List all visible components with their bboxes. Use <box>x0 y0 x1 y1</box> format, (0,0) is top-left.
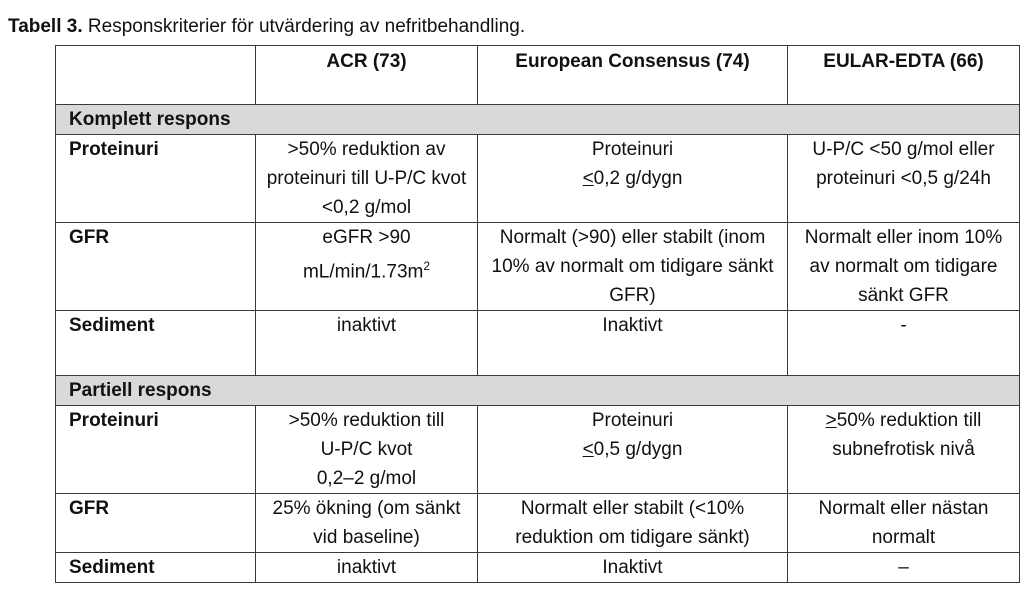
cell-text: 50% reduktion till <box>836 410 982 431</box>
cell-acr: >50% reduktion av proteinuri till U-P/C kvot <0,2 g/mol <box>256 135 478 223</box>
row-label: GFR <box>56 223 256 311</box>
section-title: Komplett respons <box>56 105 1020 135</box>
caption-label: Tabell 3. <box>8 16 83 37</box>
table-row <box>56 135 1020 223</box>
cell-text: >50% reduktion till <box>288 410 445 431</box>
table-row <box>56 311 1020 376</box>
cell-acr: inaktivt <box>256 311 478 376</box>
table-row <box>56 223 1020 311</box>
table-row <box>56 494 1020 553</box>
cell-eular <box>788 406 1020 494</box>
cell-text: U-P/C kvot <box>320 439 413 460</box>
caption-text: Responskriterier för utvärdering av nefritbehandling. <box>82 16 526 37</box>
row-label: Proteinuri <box>56 406 256 494</box>
cell-eu <box>478 135 788 223</box>
cell-eular: Normalt eller inom 10% av normalt om tidigare sänkt GFR <box>788 223 1020 311</box>
header-empty <box>56 46 256 105</box>
header-row <box>56 46 1020 105</box>
cell-text: mL/min/1.73m <box>302 261 424 283</box>
cell-eu: Inaktivt <box>478 311 788 376</box>
cell-acr: inaktivt <box>256 553 478 583</box>
cell-eu: Inaktivt <box>478 553 788 583</box>
leq-symbol: < <box>582 168 594 189</box>
cell-eu: Normalt eller stabilt (<10% reduktion om tidigare sänkt) <box>478 494 788 553</box>
section-row-partiell <box>56 376 1020 406</box>
row-label: Proteinuri <box>56 135 256 223</box>
cell-text: Proteinuri <box>591 139 674 160</box>
cell-text: eGFR >90 <box>322 227 411 248</box>
cell-acr: 25% ökning (om sänkt vid baseline) <box>256 494 478 553</box>
cell-eu <box>478 406 788 494</box>
header-eular-edta: EULAR-EDTA (66) <box>788 46 1020 105</box>
cell-text: 0,2 g/dygn <box>593 168 683 189</box>
cell-acr <box>256 406 478 494</box>
header-european-consensus: European Consensus (74) <box>478 46 788 105</box>
cell-eular: Normalt eller nästan normalt <box>788 494 1020 553</box>
cell-text: Proteinuri <box>591 410 674 431</box>
row-label: Sediment <box>56 553 256 583</box>
geq-symbol: > <box>825 410 837 431</box>
cell-eu: Normalt (>90) eller stabilt (inom 10% av normalt om tidigare sänkt GFR) <box>478 223 788 311</box>
cell-eular: U-P/C <50 g/mol eller proteinuri <0,5 g/24h <box>788 135 1020 223</box>
header-acr: ACR (73) <box>256 46 478 105</box>
cell-acr <box>256 223 478 311</box>
cell-text: 0,2–2 g/mol <box>316 468 417 489</box>
response-criteria-table <box>55 45 1020 583</box>
table-row <box>56 406 1020 494</box>
row-label: GFR <box>56 494 256 553</box>
cell-text: 0,5 g/dygn <box>593 439 683 460</box>
section-row-komplett <box>56 105 1020 135</box>
leq-symbol: < <box>582 439 594 460</box>
cell-eular: - <box>788 311 1020 376</box>
table-row <box>56 553 1020 583</box>
table-caption <box>8 16 525 38</box>
row-label: Sediment <box>56 311 256 376</box>
cell-text: subnefrotisk nivå <box>832 439 975 460</box>
section-title: Partiell respons <box>56 376 1020 406</box>
cell-eular: – <box>788 553 1020 583</box>
superscript: 2 <box>423 259 431 273</box>
